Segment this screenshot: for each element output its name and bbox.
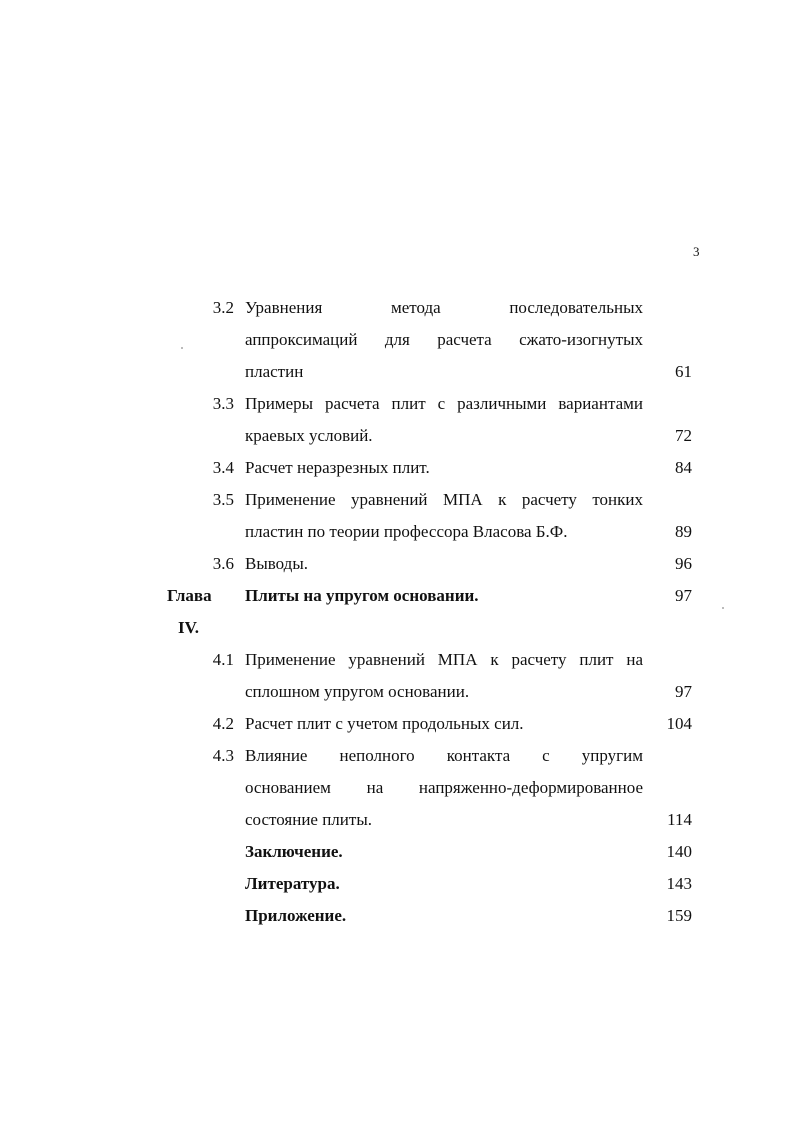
- toc-entry-4-3-cont: [0, 772, 793, 804]
- section-number: 3.4: [212, 458, 234, 477]
- section-page: 61: [675, 362, 692, 381]
- section-number: 4.1: [212, 650, 234, 669]
- section-number: 4.3: [212, 746, 234, 765]
- section-page: 114: [667, 810, 692, 829]
- appendix-page: 159: [666, 906, 692, 925]
- toc-entry-3-2-cont: [0, 324, 793, 356]
- toc-chapter-4-cont: [0, 612, 793, 644]
- section-title-line: основанием на напряженно-деформированное: [245, 778, 643, 797]
- toc-entry-4-1-cont: [0, 676, 793, 708]
- scan-speck: [722, 607, 724, 609]
- section-title-line: состояние плиты.: [245, 810, 372, 829]
- section-title-line: Выводы.: [245, 554, 309, 573]
- toc-entry-4-2: [0, 708, 793, 740]
- toc-entry-3-3: [0, 388, 793, 420]
- literature-title: Литература.: [245, 874, 340, 893]
- section-number: 4.2: [212, 714, 234, 733]
- chapter-numeral: IV.: [178, 618, 199, 637]
- section-title-line: Влияние неполного контакта с упругим: [245, 746, 643, 765]
- toc-entry-3-5-cont: [0, 516, 793, 548]
- toc-entry-3-4: [0, 452, 793, 484]
- section-title-line: Расчет неразрезных плит.: [245, 458, 430, 477]
- section-title-line: Применение уравнений МПА к расчету тонких: [245, 490, 643, 509]
- toc-conclusion: [0, 836, 793, 868]
- section-title-line: Уравнения метода последовательных: [245, 298, 643, 317]
- chapter-title: Плиты на упругом основании.: [245, 586, 479, 605]
- appendix-title: Приложение.: [245, 906, 347, 925]
- toc-entry-3-2-cont: [0, 356, 793, 388]
- section-page: 84: [675, 458, 692, 477]
- toc-entry-3-3-cont: [0, 420, 793, 452]
- section-title-line: Применение уравнений МПА к расчету плит на: [245, 650, 643, 669]
- conclusion-page: 140: [666, 842, 692, 861]
- toc-chapter-4: [0, 580, 793, 612]
- page-number: 3: [693, 244, 700, 259]
- section-title-line: пластин: [245, 362, 304, 381]
- section-title-line: сплошном упругом основании.: [245, 682, 470, 701]
- section-number: 3.2: [212, 298, 234, 317]
- toc-entry-3-5: [0, 484, 793, 516]
- section-title-line: Примеры расчета плит с различными вариантами: [245, 394, 643, 413]
- toc-appendix: [0, 900, 793, 932]
- conclusion-title: Заключение.: [245, 842, 343, 861]
- toc-entry-4-3-cont: [0, 804, 793, 836]
- section-title-line: краевых условий.: [245, 426, 373, 445]
- literature-page: 143: [666, 874, 692, 893]
- chapter-page: 97: [675, 586, 692, 605]
- section-number: 3.5: [212, 490, 234, 509]
- section-page: 72: [675, 426, 692, 445]
- section-page: 89: [675, 522, 692, 541]
- toc-entry-3-6: [0, 548, 793, 580]
- scan-speck: [181, 347, 183, 349]
- chapter-label: Глава: [167, 586, 212, 605]
- section-page: 97: [675, 682, 692, 701]
- toc-literature: [0, 868, 793, 900]
- section-title-line: пластин по теории профессора Власова Б.Ф.: [245, 522, 568, 541]
- section-title-line: аппроксимаций для расчета сжато-изогнутых: [245, 330, 643, 349]
- section-page: 104: [666, 714, 692, 733]
- section-number: 3.3: [212, 394, 234, 413]
- toc-entry-3-2: [0, 292, 793, 324]
- section-title-line: Расчет плит с учетом продольных сил.: [245, 714, 524, 733]
- section-number: 3.6: [212, 554, 234, 573]
- toc-entry-4-3: [0, 740, 793, 772]
- toc-entry-4-1: [0, 644, 793, 676]
- section-page: 96: [675, 554, 692, 573]
